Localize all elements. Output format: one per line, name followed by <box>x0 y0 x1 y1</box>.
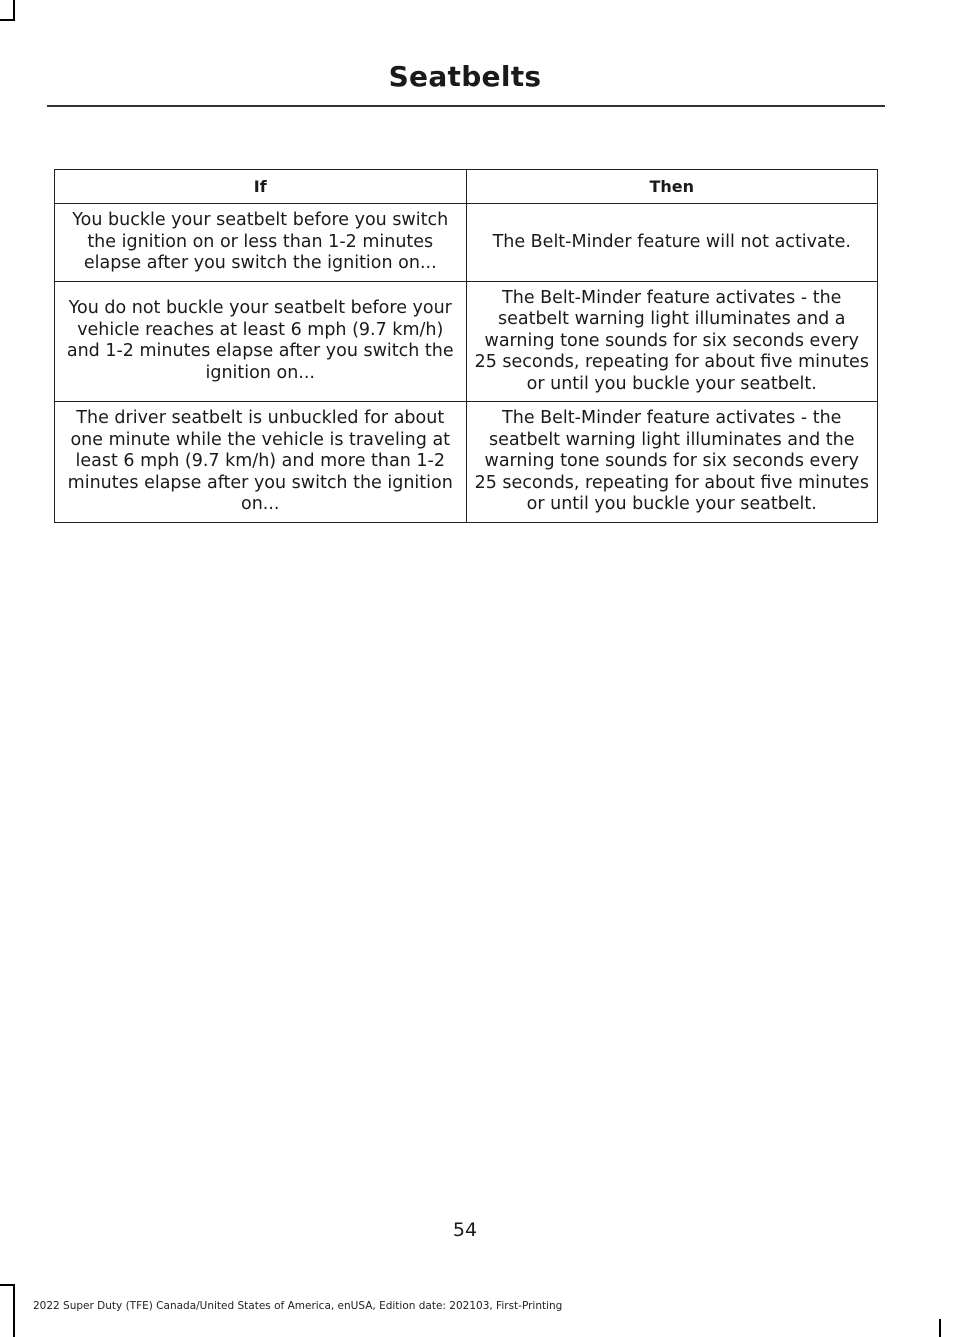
if-cell: You do not buckle your seatbelt before your vehicle reaches at least 6 mph (9.7 km/h) and 1-2 minutes elapse after you switch the ignition on... <box>55 281 467 402</box>
page-number: 54 <box>452 1219 478 1241</box>
table-row <box>55 402 878 523</box>
page-title: Seatbelts <box>388 60 542 93</box>
crop-mark-bottom-right <box>939 1319 941 1337</box>
table-header-row <box>55 170 878 204</box>
crop-mark-bottom-left <box>13 1284 15 1337</box>
crop-mark-top-left <box>0 19 15 21</box>
title-divider <box>47 105 885 107</box>
then-cell: The Belt-Minder feature will not activate. <box>466 204 878 282</box>
column-header-if: If <box>55 170 467 204</box>
belt-minder-table <box>54 169 878 523</box>
crop-mark-top-left <box>13 0 15 20</box>
table-row <box>55 281 878 402</box>
table-row <box>55 204 878 282</box>
edition-footer: 2022 Super Duty (TFE) Canada/United States of America, enUSA, Edition date: 202103, First-Printing <box>33 1300 563 1312</box>
column-header-then: Then <box>466 170 878 204</box>
then-cell: The Belt-Minder feature activates - the seatbelt warning light illuminates and a warning tone sounds for six seconds every 25 seconds, repeating for about five minutes or until you buckle your seatbelt. <box>466 281 878 402</box>
then-cell: The Belt-Minder feature activates - the seatbelt warning light illuminates and the warning tone sounds for six seconds every 25 seconds, repeating for about five minutes or until you buckle your seatbelt. <box>466 402 878 523</box>
if-cell: The driver seatbelt is unbuckled for about one minute while the vehicle is traveling at least 6 mph (9.7 km/h) and more than 1-2 minutes elapse after you switch the ignition on... <box>55 402 467 523</box>
if-cell: You buckle your seatbelt before you switch the ignition on or less than 1-2 minutes elapse after you switch the ignition on... <box>55 204 467 282</box>
crop-mark-bottom-left <box>0 1284 15 1286</box>
